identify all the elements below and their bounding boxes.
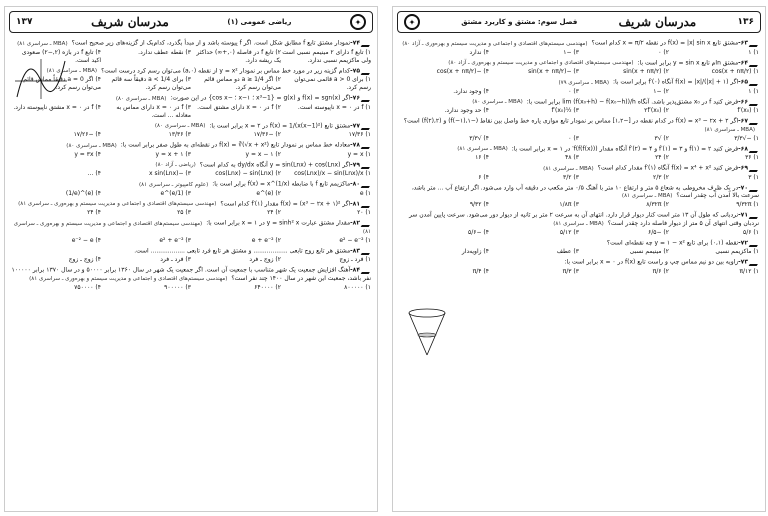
answer-option[interactable]: ۱) ۱۷/۳۶ (348, 131, 371, 138)
question (399, 98, 759, 107)
question-text: معادله خط مماس بر نمودار تابع f(x) = ∛(√x + x²) در نقطه‌ای به طول صفر برابر است با: (120, 141, 351, 149)
pencil-icon (361, 39, 374, 47)
pencil-icon (361, 122, 374, 130)
answer-option[interactable]: ۴) −cos(x + nπ/۲) (436, 68, 489, 75)
question-text: ماکزیمم تابع f با ضابطه f(x) = x^(1/x) برابر است با: (212, 180, 351, 188)
question-text: فرض کنید f(۱) = ۲ و f′(۱) = ۳ و f′(۲) = ۴ آنگاه مقدار f(f(f(x)))′ در x = ۱ برابر است با: (511, 145, 739, 152)
question (11, 180, 371, 189)
question-text: اگر f(x) = x³ − ۲x + ۲ در کدام نقطه در [−۱,۲] مماس بر نمودار تابع موازی پاره خط واصل بین نقاط (−۱,f(−۱)) و (۲,f(۲)) است؟ (403, 117, 739, 125)
answer-option[interactable]: ۲) مینیمم نسبی (629, 248, 669, 255)
answer-options (11, 190, 371, 198)
answer-option[interactable]: ۴) ندارد (469, 48, 489, 56)
question-number: ۷۲- (738, 239, 748, 246)
question-text: مقدار مشتق عبارت y = sinh² x در x = ۱ برابر است با: (206, 219, 351, 227)
answer-option[interactable]: ۱) فرد ـ زوج (339, 256, 371, 263)
answer-option[interactable]: ۳) ۵/۱۲ (559, 228, 579, 236)
pencil-icon (361, 180, 374, 188)
right-page-body (399, 37, 759, 507)
question-number: ۶۹- (738, 164, 748, 172)
question (11, 266, 371, 283)
answer-option[interactable]: ۴) وجود ندارد. (453, 87, 489, 95)
answer-option[interactable]: ۴) ۶ (478, 173, 489, 181)
chapter-title: ریاضی عمومی (۱) (227, 18, 292, 26)
emblem-icon: ✦ (404, 14, 420, 30)
answer-option[interactable]: ۴) ۷۵۰۰۰۰ (74, 283, 101, 291)
pencil-icon (361, 94, 374, 102)
answer-options (11, 256, 371, 264)
answer-option[interactable]: ۴) زوج ـ زوج (68, 256, 101, 263)
brand-logo-text: مدرسان شریف (618, 15, 697, 29)
answer-option[interactable]: ۱) −√۳/۳ (734, 134, 759, 142)
answer-options (11, 209, 371, 217)
answer-option[interactable]: ۱) ماکزیمم نسبی (715, 248, 759, 255)
answer-option[interactable]: ۳) ½f′(x₀) (551, 107, 579, 114)
question-source: (مهندسی سیستم‌های اقتصادی و اجتماعی و مدیریت سیستم و بهره‌وری ـ آزاد ۸۰) (402, 40, 588, 47)
answer-option[interactable]: ۲) −۱۷/۳۶ (253, 131, 281, 138)
answer-option[interactable]: ۱) π/۱۲ (739, 267, 759, 275)
answer-option[interactable]: ۳) نقطه عطف ندارد. (138, 48, 191, 56)
question (11, 161, 371, 170)
question-number: ۷۰- (738, 184, 748, 191)
question-text: آهنگ افزایش جمعیت یک شهر متناسب با جمعیت آن است. اگر جمعیت یک شهر در سال ۱۳۶۰ برابر ۵۰۰۰۰ و در سال ۱۳۷۰ برابر ۱۰۰۰۰۰ نفر باشد، جمعیت این شهر در سال ۱۴۰۰ چند نفر است؟ (11, 266, 371, 282)
answer-option[interactable]: ۳) ۱/۸π (559, 201, 579, 208)
question (399, 258, 759, 267)
question (399, 117, 759, 134)
answer-option[interactable]: ۲) −۶/۵ (648, 228, 669, 236)
answer-option[interactable]: ۲) ۲۴ (655, 154, 669, 161)
emblem-icon: ✦ (350, 14, 366, 30)
answer-option[interactable]: ۴) اگر a = 0 دقیقاً مماس قائم می‌توان رسم کرد. (23, 76, 101, 91)
answer-option[interactable]: ۲) زوج ـ فرد (249, 256, 281, 263)
answer-option[interactable]: ۴) ۱۶ (475, 154, 489, 161)
answer-option[interactable]: ۱) ۹/۳۲π (736, 201, 759, 208)
answer-option[interactable]: ۲) اگر a ≥ 1/4 دو مماس قائم می‌توان رسم کرد. (204, 76, 281, 91)
question-source: (ریاضی ـ آزاد ۸۰) (155, 162, 196, 168)
question-number: ۸۰- (350, 180, 360, 188)
brand-logo-text: مدرسان شریف (91, 15, 169, 29)
question-source: (MBA ـ سراسری ۸۱) (621, 193, 673, 199)
question-text: در یک ظرف مخروطی به شعاع ۵ متر و ارتفاع ۱۰ متر با آهنگ ۰/۵ متر مکعب در دقیقه آب وارد می‌شود. اگر ارتفاع آب ... متر باشد، سرعت بالا آمدن آب چقدر است؟ (411, 184, 759, 199)
pencil-icon (749, 164, 762, 172)
question (399, 145, 759, 154)
answer-option[interactable]: ۳) π/۳ (562, 267, 579, 275)
question-source: (MBA ـ سراسری ۸۱) (543, 165, 594, 172)
answer-option[interactable]: ۱) f′(x₀) (737, 107, 759, 114)
question-source: (MBA ـ سراسری ۸۰) (115, 95, 167, 102)
left-page-header (9, 11, 373, 33)
question-number: ۶۳- (738, 39, 748, 47)
answer-options (399, 201, 759, 209)
pencil-icon (749, 211, 762, 219)
answer-option[interactable]: ۴) حد وجود ندارد. (444, 107, 489, 114)
question-number: ۸۳- (350, 247, 360, 254)
answer-option[interactable]: ۴) −۵/۶ (468, 228, 489, 236)
answer-option[interactable]: ۱) برای a > 0 قائمی نمی‌توان رسم کرد. (294, 76, 371, 91)
question-number: ۷۹- (350, 161, 360, 168)
question (399, 59, 759, 68)
answer-options (399, 49, 759, 57)
pencil-icon (749, 258, 762, 266)
question-number: ۸۱- (350, 200, 360, 207)
answer-option[interactable]: ۳) عطف (556, 248, 579, 255)
answer-option[interactable]: ۲) ۲f′(x₀) (644, 107, 669, 114)
answer-options (11, 76, 371, 92)
question-source: (MBA ـ سراسری ۸۰) (472, 99, 523, 105)
question (399, 39, 759, 48)
pencil-icon (361, 200, 374, 208)
answer-options (399, 248, 759, 256)
answer-option[interactable]: ۲) √۳ (654, 134, 669, 142)
answer-option[interactable]: ۲) (e)^e (256, 189, 281, 197)
answer-options (399, 268, 759, 276)
page-number: ۱۳۶ (737, 17, 754, 27)
question-text: اگر f(x) = (x³ − ۲x + ۱)² مقدار f′(۱) کدام است؟ (220, 200, 351, 207)
answer-option[interactable]: ۴) زاویه‌دار (461, 248, 489, 255)
question-number: ۶۸- (738, 145, 748, 152)
question-source: (MBA ـ سراسری ۸۱) (46, 68, 98, 74)
question-number: ۶۵- (738, 78, 748, 86)
question-source: (MBA ـ سراسری ۸۱) (457, 146, 508, 152)
answer-option[interactable]: ۲) sin(x + nπ/۲) (623, 68, 669, 75)
pencil-icon (749, 117, 762, 125)
answer-option[interactable]: ۳) ۳/۲ (563, 173, 579, 181)
answer-option[interactable]: ۲) −۱ (653, 87, 669, 95)
question-number: ۷۶- (350, 94, 360, 102)
answer-option[interactable]: ۲) ۲/۳ (653, 173, 669, 181)
answer-option[interactable]: ۴) ۹/۳۲ (469, 201, 489, 208)
question-source: (MBA ـ سراسری ۷۹) (558, 79, 609, 86)
question-number: ۷۷- (350, 122, 360, 129)
question-text: مشتق تابع f(x) = 1/(x(x−1)²) در x = ۲ برابر است با: (209, 122, 351, 129)
chapter-title: فصل سوم: مشتق و کاربرد مشتق (461, 18, 578, 26)
answer-options (399, 154, 759, 162)
answer-option[interactable]: ۲) ۰ (658, 48, 669, 56)
answer-option[interactable]: ۱) e (359, 189, 371, 197)
answer-option[interactable]: ۲) y = x − ۱ (245, 150, 281, 158)
answer-options (11, 237, 371, 245)
answer-option[interactable]: ۳) f در x = ۰ دارای مماس به معادله ... است. (116, 103, 191, 119)
right-page (392, 6, 766, 512)
answer-option[interactable]: ۲) cos(Lnx) − sin(Lnx) (215, 170, 281, 177)
answer-option[interactable]: ۱) ۳ (748, 173, 759, 181)
question-text: مشتق n‌ام تابع y = sin x برابر است با: (637, 59, 739, 66)
pencil-icon (749, 59, 762, 67)
question-source: (MBA ـ سراسری ۸۰) (66, 142, 117, 149)
answer-option[interactable]: ۱) e² − e⁻² (339, 236, 371, 244)
question-text: کدام گزینه زیر در مورد خط مماس بر نمودار y = x² از نقطه (۰,a) می‌توان رسم کرد درست است؟ (101, 67, 351, 74)
answer-option[interactable]: ۱) y = x (347, 150, 371, 158)
answer-option[interactable]: ۴) ... (87, 170, 101, 177)
pencil-icon (361, 67, 374, 75)
question-text: اگر f(x) = sgn(x) و g(x) = {x³−1 ؛ ۱−x ؛ −cos x} در این صورت: (170, 94, 351, 102)
answer-option[interactable]: ۳) (1/e)^e (160, 189, 191, 197)
question (11, 200, 371, 209)
question-number: ۶۶- (738, 98, 748, 105)
answer-option[interactable]: ۴) (e)^(1/e) (65, 189, 101, 197)
question (399, 184, 759, 201)
answer-option[interactable]: ۳) ۲۵ (177, 209, 191, 216)
answer-option[interactable]: ۱) ۱ (748, 48, 759, 56)
answer-option[interactable]: ۱) cos(Lnx)/x − sin(Lnx)/x (294, 170, 371, 177)
question-number: ۸۴- (350, 266, 360, 274)
answer-option[interactable]: ۲) ۶۴۰۰۰۰ (254, 283, 281, 291)
answer-option[interactable]: ۱) ۲۰ (357, 209, 371, 216)
question-text: اگر y = sin(Lnx) + cos(Lnx) آنگاه dy/dx به کدام است؟ (199, 161, 351, 168)
answer-option[interactable]: ۲) تابع f در فاصله (۰,+∞) حداکثر یک ریشه دارد. (196, 48, 281, 64)
answer-option[interactable]: ۲) π/۶ (652, 267, 669, 275)
question (11, 67, 371, 76)
question (11, 141, 371, 150)
question-source: (MBA ـ سراسری ۸۱) (704, 126, 755, 133)
question (399, 78, 759, 87)
answer-option[interactable]: ۴) تابع f در بازه (۲,−۲) صعودی اکید است. (21, 48, 101, 64)
answer-options (399, 174, 759, 182)
question-text: فرض کنید f(x) = x⁴ + x² آنگاه f′(۱) مقدار کدام است؟ (597, 164, 739, 172)
pencil-icon (749, 98, 762, 106)
question-number: ۷۸- (350, 141, 360, 149)
answer-option[interactable]: ۴) −۱۷/۲۶ (73, 131, 101, 138)
answer-option[interactable]: ۱) ۳۶ (745, 154, 759, 161)
question-text: زاویه بین دو نیم مماس چپ و راست تابع f(x) در x = ۰ برابر است با: (564, 258, 739, 266)
question-text: اگر f(x) = |x|/(|x| + ۱) آنگاه f′(۰) برابر است با: (612, 78, 739, 86)
question-text: مشتق تابع f(x) = |x| sin x در نقطه x = π/۲ کدام است؟ (591, 39, 739, 47)
answer-option[interactable]: ۳) برای a < 1/4 دقیقاً سه قائم می‌توان رسم کرد. (111, 76, 191, 91)
pencil-icon (749, 184, 762, 192)
answer-options (11, 151, 371, 159)
pencil-icon (749, 239, 762, 247)
question-text: نقطه (۰,۱) برای تابع y = ۱ − x² چه نقطه‌ای است؟ (606, 239, 739, 246)
pencil-icon (749, 39, 762, 47)
question (399, 239, 759, 248)
question (399, 211, 759, 228)
answer-option[interactable]: ۳) ۴۸ (565, 154, 579, 161)
answer-option[interactable]: ۳) −۱ (563, 48, 579, 56)
answer-option[interactable]: ۲) e + e⁻² (251, 236, 281, 244)
answer-option[interactable]: ۴) f در x = ۰ مشتق ناپیوسته دارد. (13, 103, 101, 111)
answer-option[interactable]: ۴) √۳/۳ (469, 134, 489, 142)
question-text: فرض کنید f در x₀ مشتق‌پذیر باشد. آنگاه lim (f(x₀+h) − f(x₀−h))/h برابر است با: (526, 98, 739, 105)
question-source: (MBA ـ سراسری ۸۰) (154, 123, 206, 129)
question-number: ۶۴- (738, 59, 748, 66)
question-text: نردبانی که طول آن ۱۳ متر است کنار دیوار قرار دارد. انتهای آن به سرعت ۲ متر بر ثانیه از دیوار دور می‌شود. سرعت پایین آمدن سر نردبان وقتی انتهای آن ۵ متر از دیوار فاصله دارد چقدر است؟ (408, 211, 759, 227)
question-number: ۷۱- (738, 211, 748, 219)
answer-option[interactable]: ۴) π/۴ (472, 267, 489, 275)
answer-option[interactable]: ۳) ۰ (568, 87, 579, 95)
pencil-icon (361, 247, 374, 255)
answer-option[interactable]: ۳) ۱۳/۳۶ (168, 131, 191, 138)
answer-option[interactable]: ۴) e⁻² − e (71, 236, 101, 244)
answer-option[interactable]: ۲) ۲۴ (267, 209, 281, 216)
answer-options (399, 135, 759, 143)
answer-options (11, 131, 371, 139)
answer-option[interactable]: ۳) ۰ (568, 134, 579, 142)
question-number: ۷۴- (350, 39, 360, 47)
answer-options (399, 68, 759, 76)
answer-option[interactable]: ۲) f در x = ۰ دارای مشتق است. (197, 103, 281, 111)
answer-options (11, 104, 371, 120)
question-text: نمودار مشتق تابع f مطابق شکل است. اگر f پیوسته باشد و از مبدأ بگذرد، کدام‌یک از گزینه‌های زیر صحیح است؟ (71, 39, 351, 47)
pencil-icon (361, 266, 374, 274)
answer-option[interactable]: ۳) فرد ـ فرد (160, 256, 191, 263)
answer-option[interactable]: ۴) y = ۳x (74, 150, 101, 158)
question-number: ۸۲- (350, 219, 360, 227)
question-number: ۷۵- (350, 67, 360, 74)
question-source: (مهندسی سیستم‌های اقتصادی و اجتماعی و مدیریت سیستم و بهره‌وری ـ آزاد ۸۰) (448, 60, 634, 66)
left-page-body (11, 37, 371, 507)
answer-options (11, 170, 371, 178)
question-source: (MBA ـ سراسری ۸۱) (17, 40, 68, 47)
question (399, 164, 759, 173)
pencil-icon (749, 78, 762, 86)
pencil-icon (749, 145, 762, 153)
question-source: (مهندسی سیستم‌های اقتصادی و اجتماعی و مدیریت سیستم و بهره‌وری ـ سراسری ۸۱) (29, 275, 228, 282)
answer-option[interactable]: ۱) f در x = ۰ ناپیوسته است. (297, 103, 371, 111)
answer-option[interactable]: ۲) ۸/۳۲π (646, 201, 669, 208)
question (11, 122, 371, 131)
pencil-icon (361, 219, 374, 227)
question-source: (علوم کامپیوتر ـ سراسری ۸۱) (138, 181, 209, 188)
question-source: (MBA ـ سراسری ۸۱) (553, 220, 604, 227)
question (11, 247, 371, 256)
answer-option[interactable]: ۱) ۱ (748, 87, 759, 95)
answer-option[interactable]: ۱) ۵/۶ (743, 228, 759, 236)
answer-option[interactable]: ۱) ۸۰۰۰۰۰ (344, 283, 371, 291)
left-page (4, 6, 378, 512)
answer-option[interactable]: ۳) e² + e⁻² (159, 236, 191, 244)
question-text: مشتق هر تابع زوج تابعی .................. و مشتق هر تابع فرد تابعی .................. است. (134, 247, 351, 254)
answer-option[interactable]: ۱) cos(x + nπ/۲) (711, 68, 759, 75)
pencil-icon (361, 161, 374, 169)
answer-option[interactable]: ۱) تابع f دارای ۲ مینیمم نسبی است ولی ماکزیمم نسبی ندارد. (282, 48, 371, 64)
question-number: ۷۳- (738, 258, 748, 266)
answer-options (399, 107, 759, 115)
answer-option[interactable]: ۴) ۲۴ (87, 209, 101, 216)
question-source: (مهندسی سیستم‌های اقتصادی و اجتماعی و مدیریت سیستم و بهره‌وری ـ سراسری ۸۱) (18, 201, 217, 207)
answer-options (399, 229, 759, 237)
answer-option[interactable]: ۳) ۹۰۰۰۰۰ (164, 283, 191, 291)
answer-options (399, 88, 759, 96)
pencil-icon (361, 141, 374, 149)
question (11, 94, 371, 103)
question (11, 219, 371, 236)
page-number: ۱۳۷ (16, 17, 33, 27)
question-source: (مهندسی سیستم‌های اقتصادی و اجتماعی و مدیریت سیستم و بهره‌وری ـ سراسری ۸۱) (13, 220, 371, 235)
right-page-header (397, 11, 761, 33)
question-number: ۶۷- (738, 117, 748, 125)
answer-options (11, 284, 371, 292)
answer-option[interactable]: ۳) −x sin(Lnx) (149, 170, 191, 177)
question (11, 39, 371, 48)
answer-options (11, 49, 371, 65)
answer-option[interactable]: ۳) y = x + ۱ (155, 150, 191, 158)
answer-option[interactable]: ۳) −sin(x + nπ/۲) (528, 68, 579, 75)
